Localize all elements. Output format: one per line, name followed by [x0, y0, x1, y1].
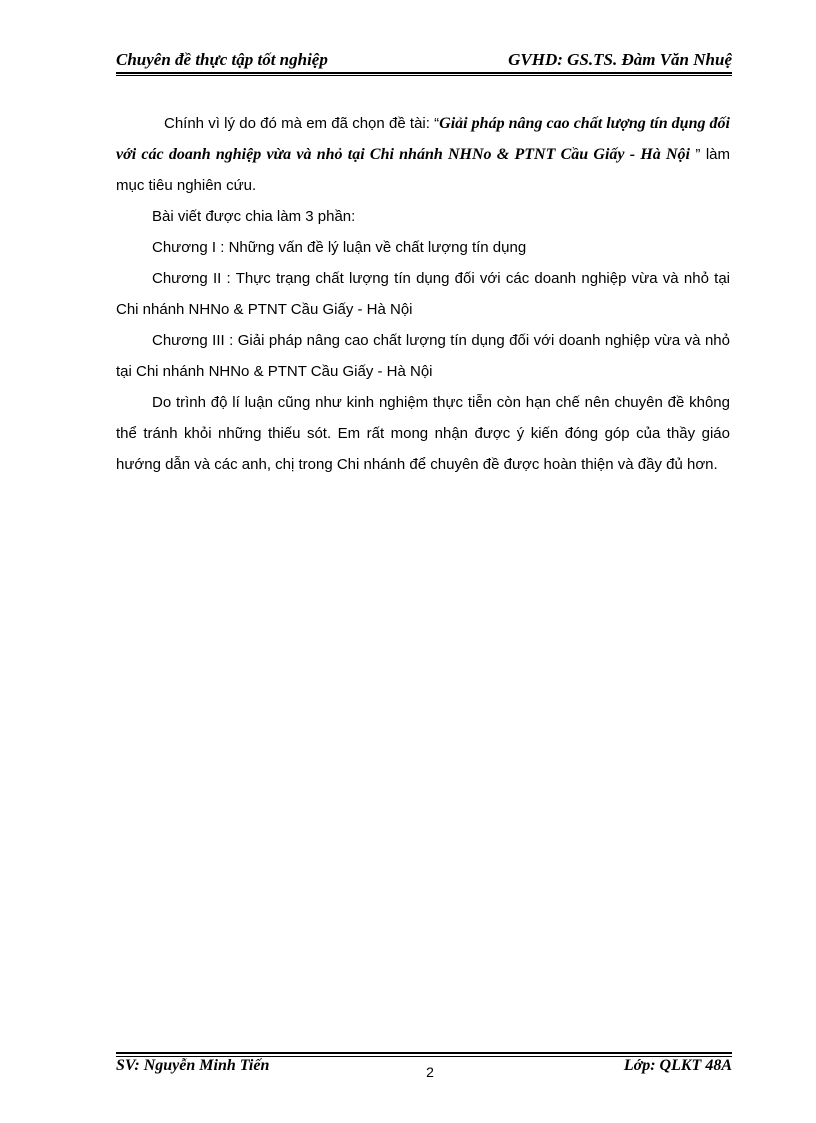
footer-class: Lớp: QLKT 48A — [623, 1057, 732, 1074]
topic-intro-text: Chính vì lý do đó mà em đã chọn đề tài: “ — [164, 115, 440, 132]
footer-divider — [116, 1052, 732, 1054]
header-divider — [116, 75, 732, 76]
paragraph-structure: Bài viết được chia làm 3 phần: — [152, 208, 356, 225]
header-document-title: Chuyên đề thực tập tốt nghiệp — [116, 50, 328, 69]
page-header — [116, 48, 732, 74]
document-body — [116, 108, 730, 480]
paragraph-chapter-2: Chương II : Thực trạng chất lượng tín dụng đối với các doanh nghiệp vừa và nhỏ tại Chi nhánh NHNo & PTNT Cầu Giấy - Hà Nội — [116, 270, 730, 318]
paragraph-closing: Do trình độ lí luận cũng như kinh nghiệm thực tiễn còn hạn chế nên chuyên đề không thể tránh khỏi những thiếu sót. Em rất mong nhận được ý kiến đóng góp của thầy giáo hướng dẫn và các anh, chị trong Chi nhánh để chuyên đề được hoàn thiện và đầy đủ hơn. — [116, 394, 730, 473]
paragraph-chapter-3: Chương III : Giải pháp nâng cao chất lượng tín dụng đối với doanh nghiệp vừa và nhỏ tại Chi nhánh NHNo & PTNT Cầu Giấy - Hà Nội — [116, 332, 730, 380]
header-supervisor: GVHD: GS.TS. Đàm Văn Nhuệ — [508, 50, 732, 69]
footer-student-name: SV: Nguyễn Minh Tiến — [116, 1057, 270, 1074]
paragraph-chapter-1: Chương I : Những vấn đề lý luận về chất lượng tín dụng — [152, 239, 527, 256]
paragraph-topic — [116, 108, 730, 201]
page-number: 2 — [426, 1064, 434, 1080]
topic-outro-text: ” làm mục tiêu nghiên cứu. — [116, 146, 731, 194]
topic-title: Giải pháp nâng cao chất lượng tín dụng đối với các doanh nghiệp vừa và nhỏ tại Chi nhánh NHNo & PTNT Cầu Giấy - Hà Nội — [116, 115, 730, 163]
